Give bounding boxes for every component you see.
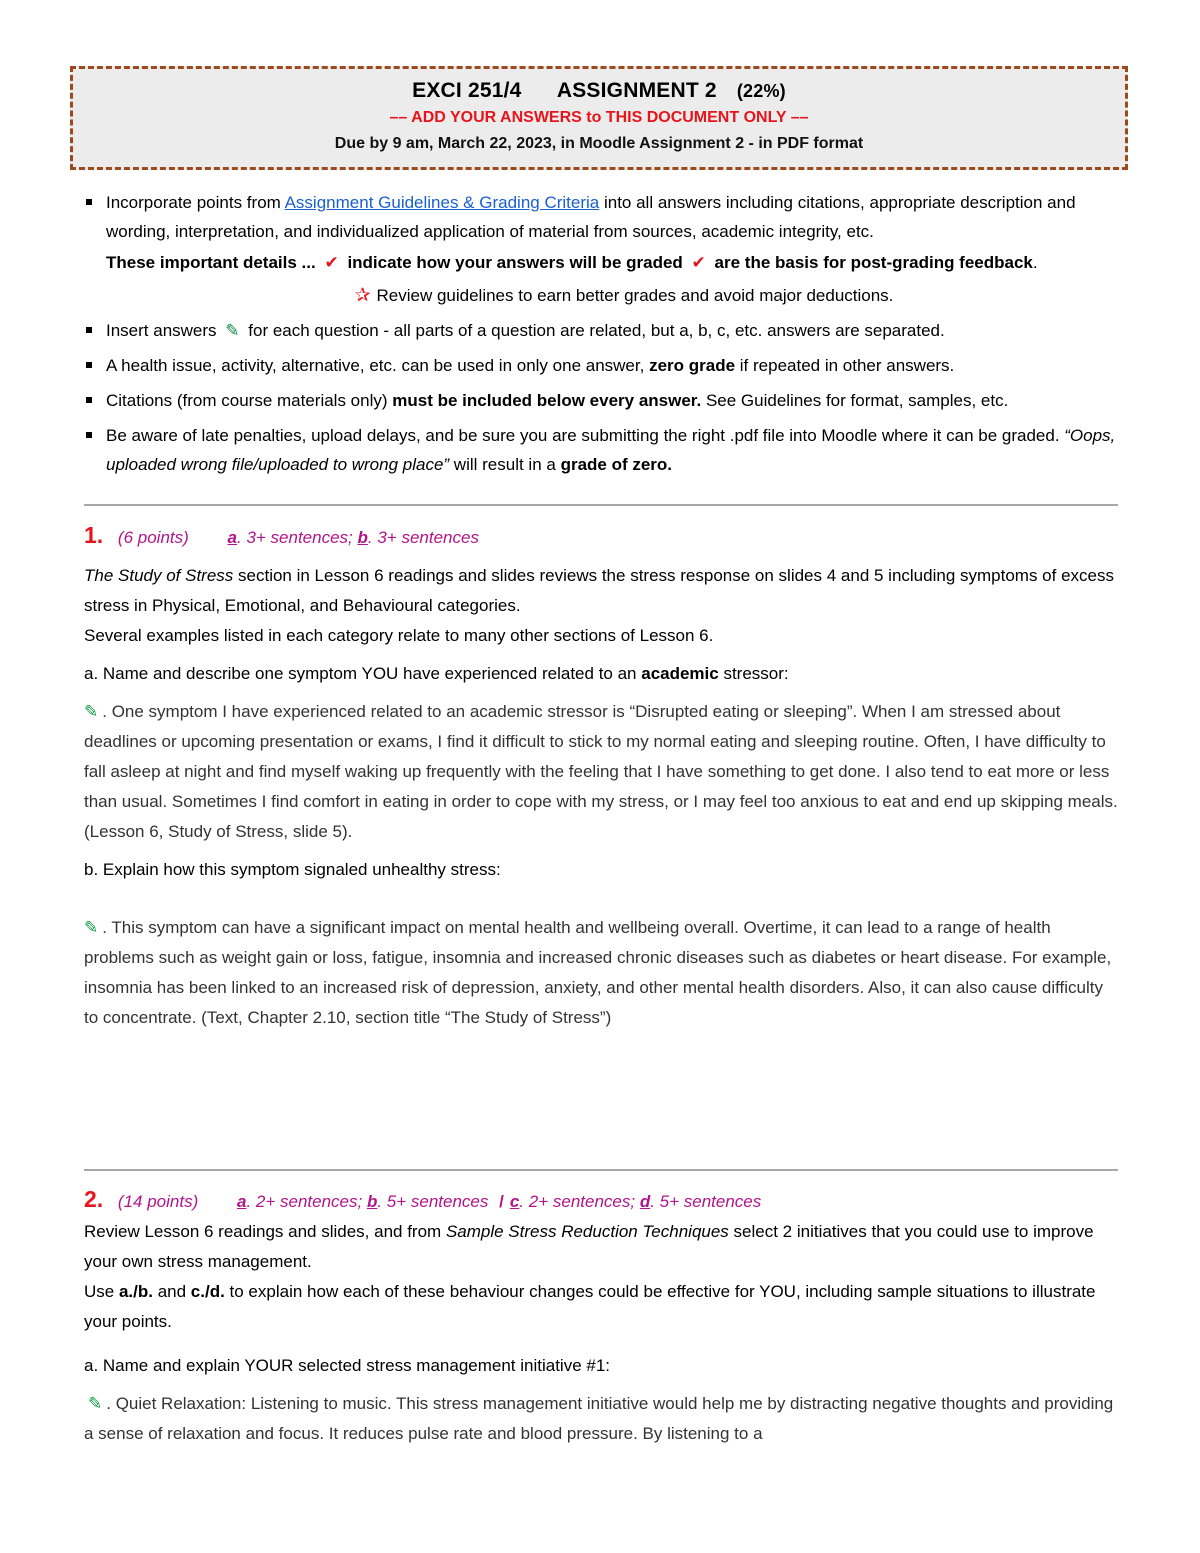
question-number: 1. (84, 522, 104, 548)
bullet-square-icon (86, 432, 92, 438)
important-details: These important details ... ✔ indicate how your answers will be graded ✔ are the basis for post-grading feedback. (106, 253, 1038, 272)
answer-2a: ✎ . Quiet Relaxation: Listening to music. This stress management initiative would help me by distracting negative thoughts and providing a sense of relaxation and focus. It reduces pulse rate and blood pressure. By listening to a (84, 1394, 1114, 1443)
section-divider (84, 1169, 1118, 1171)
answer-1b: ✎ . This symptom can have a significant impact on mental health and wellbeing overall. Overtime, it can lead to a range of health problems such as weight gain or loss, fatigue, insomnia and increased chronic diseases such as diabetes or heart disease. For example, insomnia has been linked to an increased risk of depression, anxiety, and other mental health disorders. Also, it can also cause difficulty to concentrate. (Text, Chapter 2.10, section title “The Study of Stress”) (84, 918, 1112, 1027)
bullet-square-icon (86, 362, 92, 368)
question-2a-prompt: a. Name and explain YOUR selected stress management initiative #1: (84, 1356, 611, 1375)
bullet-square-icon (86, 199, 92, 205)
bullet-square-icon (86, 397, 92, 403)
pencil-icon: ✎ (88, 1394, 103, 1413)
bullet-square-icon (86, 327, 92, 333)
question-points: (14 points) (117, 1192, 199, 1211)
review-note: ✰ Review guidelines to earn better grades and avoid major deductions. (354, 285, 894, 306)
question-1a-prompt: a. Name and describe one symptom YOU have experienced related to an academic stressor: (84, 664, 789, 683)
instructions-list (84, 188, 1124, 485)
question-2 (84, 1184, 1120, 1449)
pencil-icon: ✎ (84, 702, 99, 721)
pencil-icon: ✎ (84, 918, 99, 937)
assignment-weight: (22%) (736, 81, 786, 101)
course-code: EXCI 251/4 (412, 79, 522, 102)
add-answers-notice: –– ADD YOUR ANSWERS to THIS DOCUMENT ONLY –– (389, 109, 809, 126)
answer-1a: ✎ . One symptom I have experienced related to an academic stressor is “Disrupted eating or sleeping”. When I am stressed about deadlines or upcoming presentation or exams, I find it difficult to stick to my normal eating and sleeping routine. Often, I have difficulty to fall asleep at night and find myself waking up frequently with the feeling that I have something to get done. I also tend to eat more or less than usual. Sometimes I find comfort in eating in order to cope with my stress, or I may feel too anxious to eat and end up skipping meals. (Lesson 6, Study of Stress, slide 5). (84, 702, 1118, 841)
pencil-icon: ✎ (225, 321, 240, 340)
assignment-header (70, 66, 1128, 170)
due-date: Due by 9 am, March 22, 2023, in Moodle Assignment 2 - in PDF format (334, 135, 864, 152)
question-points: (6 points) (117, 528, 189, 547)
list-item: Insert answers ✎ for each question - all parts of a question are related, but a, b, c, etc. answers are separated. (84, 316, 1124, 345)
checkmark-icon: ✔ (324, 253, 339, 272)
star-icon: ✰ (354, 285, 371, 306)
question-1-intro: The Study of Stress section in Lesson 6 readings and slides reviews the stress response on slides 4 and 5 including symptoms of excess stress in Physical, Emotional, and Behavioural categories. Several examples listed in each category relate to many other sections of Lesson 6. (84, 566, 1114, 645)
question-1 (84, 520, 1120, 1033)
list-item: Citations (from course materials only) must be included below every answer. See Guidelines for format, samples, etc. (84, 386, 1124, 415)
assignment-title: ASSIGNMENT 2 (556, 79, 717, 102)
question-2-intro: Review Lesson 6 readings and slides, and from Sample Stress Reduction Techniques select 2 initiatives that you could use to improve your own stress management. Use a./b. and c./d. to explain how each of these behaviour changes could be effective for YOU, including sample situations to illustrate your points. (84, 1222, 1096, 1331)
guidelines-link[interactable]: Assignment Guidelines & Grading Criteria (284, 193, 600, 212)
section-divider (84, 504, 1118, 506)
list-item: A health issue, activity, alternative, etc. can be used in only one answer, zero grade if repeated in other answers. (84, 351, 1124, 380)
list-item: Incorporate points from Assignment Guidelines & Grading Criteria into all answers including citations, appropriate description and wording, interpretation, and individualized application of material from sources, academic integrity, etc. (84, 188, 1124, 246)
question-1b-prompt: b. Explain how this symptom signaled unhealthy stress: (84, 860, 501, 879)
question-1-header: 1. (6 points) a. 3+ sentences; b. 3+ sentences (84, 522, 479, 548)
header-title (73, 79, 1125, 103)
checkmark-icon: ✔ (691, 253, 706, 272)
list-item: Be aware of late penalties, upload delays, and be sure you are submitting the right .pdf file into Moodle where it can be graded. “Oops, uploaded wrong file/uploaded to wrong place” will result in a grade of zero. (84, 421, 1124, 479)
question-number: 2. (84, 1186, 104, 1212)
question-2-header: 2. (14 points) a. 2+ sentences; b. 5+ sentences / c. 2+ sentences; d. 5+ sentences (84, 1186, 762, 1212)
